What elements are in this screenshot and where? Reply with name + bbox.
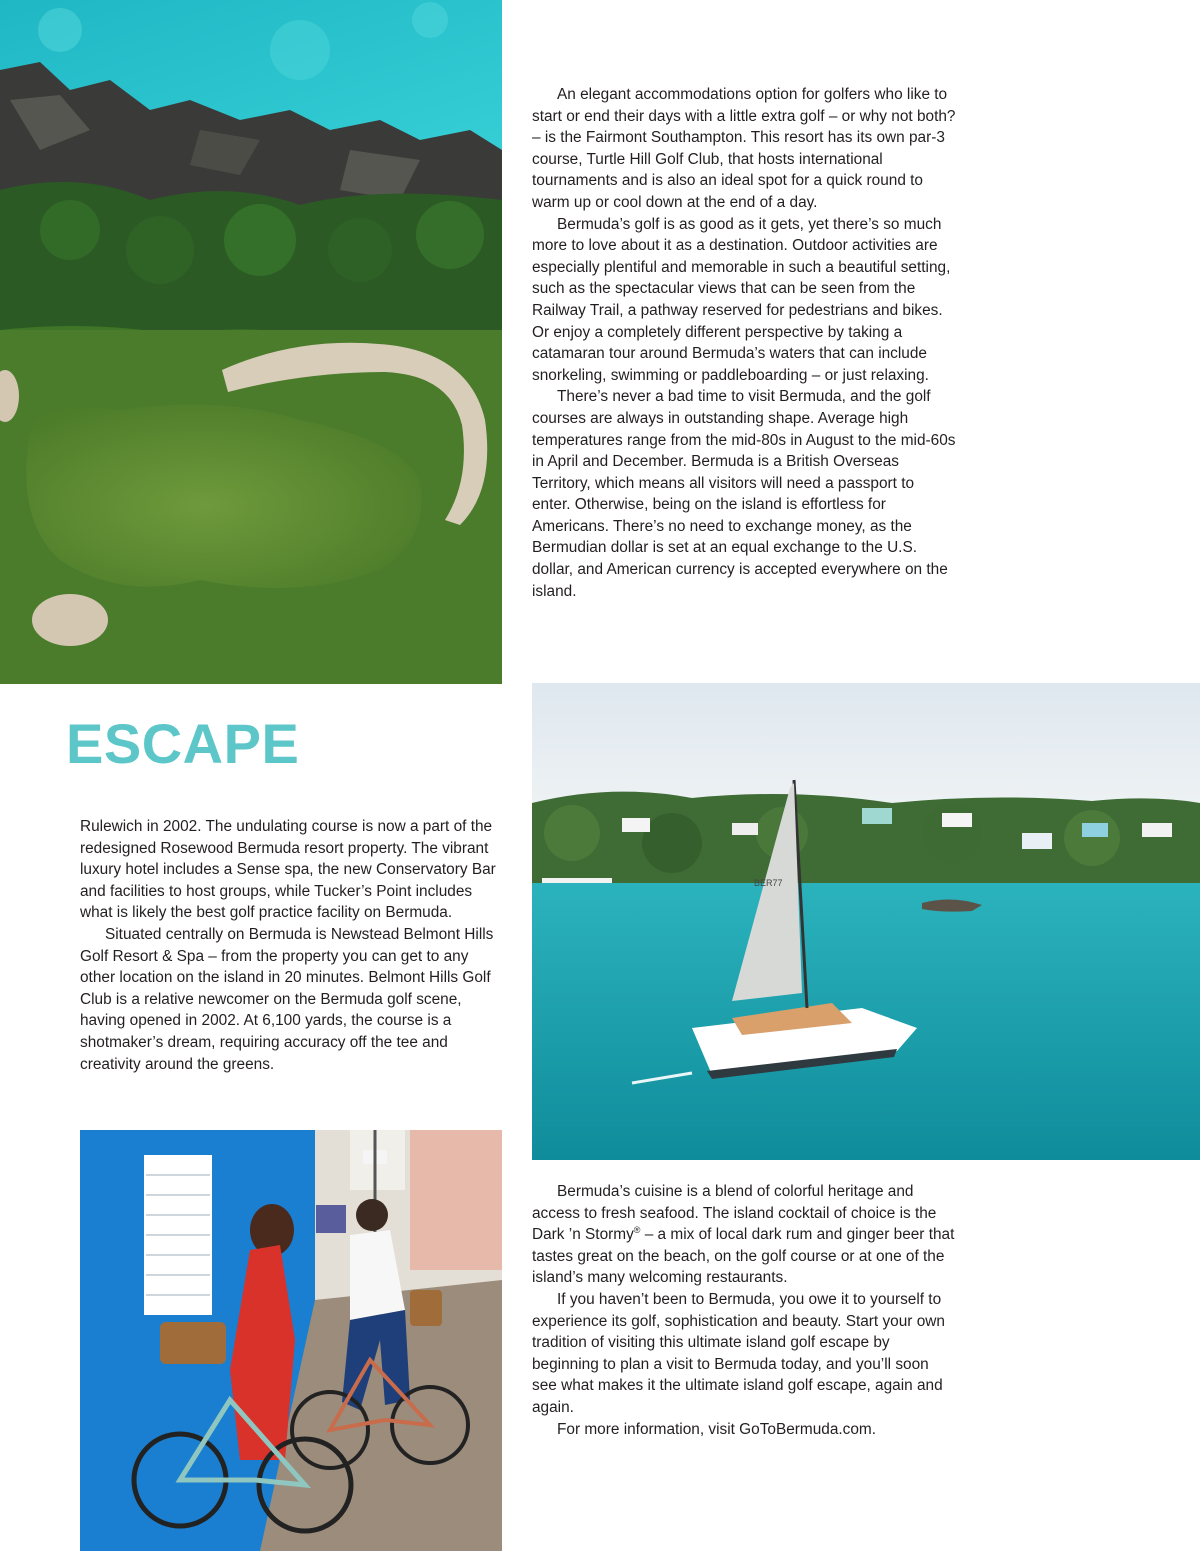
paragraph-fairmont: An elegant accommodations option for golfers who like to start or end their days with a little extra golf – or why not both? – is the Fairmont Southampton. This resort has its own par-3 course, Turtle Hill Golf Club, that hosts international tournaments and is also an ideal spot for a quick round to warm up or cool down at the end of a day. (532, 86, 956, 211)
cuisine-text-end: – a mix of local dark rum and ginger beer that tastes great on the beach, on the golf course or at one of the island’s many welcoming restaurants. (532, 1226, 955, 1287)
paragraph-belmont: Situated centrally on Bermuda is Newstead Belmont Hills Golf Resort & Spa – from the property you can get to any other location on the island in 20 minutes. Belmont Hills Golf Club is a relative newcomer on the Bermuda golf scene, having opened in 2002. At 6,100 yards, the course is a shotmaker’s dream, requiring accuracy off the tee and creativity around the greens. (80, 925, 494, 1073)
registered-mark: ® (633, 1225, 641, 1236)
sail-number-label: BER77 (754, 878, 783, 888)
paragraph-destination: Bermuda’s golf is as good as it gets, yet there’s so much more to love about it as a destination. Outdoor activities are especially plentiful and memorable in such a beautiful setting, such as the spectacular views that can be seen from the Railway Trail, a pathway reserved for pedestrians and bikes. Or enjoy a completely different perspective by taking a catamaran tour around Bermuda’s waters that can include snorkeling, swimming or paddleboarding – or just relaxing. (532, 215, 951, 384)
catamaran-photo (532, 683, 1200, 1160)
paragraph-rosewood: Rulewich in 2002. The undulating course is now a part of the redesigned Rosewood Bermuda resort property. The vibrant luxury hotel includes a Sense spa, the new Conservatory Bar and facilities to host groups, while Tucker’s Point includes what is likely the best golf practice facility on Bermuda. (80, 818, 496, 922)
article-column-top (532, 84, 956, 602)
aerial-golf-photo (0, 0, 502, 684)
paragraph-more-info: For more information, visit GoToBermuda.com. (557, 1420, 877, 1438)
paragraph-closing: If you haven’t been to Bermuda, you owe it to yourself to experience its golf, sophistication and beauty. Start your own tradition of visiting this ultimate island golf escape by beginning to plan a visit to Bermuda today, and you’ll soon see what makes it the ultimate island golf escape, again and again. (532, 1290, 945, 1416)
paragraph-visit-info: There’s never a bad time to visit Bermuda, and the golf courses are always in outstanding shape. Average high temperatures range from the mid-80s in August to the mid-60s in April and December. Bermuda is a British Overseas Territory, which means all visitors will need a passport to enter. Otherwise, being on the island is effortless for Americans. There’s no need to exchange money, as the Bermudian dollar is set at an equal exchange to the U.S. dollar, and American currency is accepted everywhere on the island. (532, 388, 956, 600)
cyclists-photo (80, 1130, 502, 1551)
cuisine-text-start: Bermuda’s cuisine is a blend of colorful heritage and access to fresh seafood. The island cocktail of choice is the Dark ’n Stormy (532, 1183, 937, 1244)
section-headline: ESCAPE (66, 712, 300, 775)
paragraph-cuisine (532, 1181, 956, 1289)
article-column-left (80, 816, 502, 1075)
article-column-bottom (532, 1181, 956, 1440)
